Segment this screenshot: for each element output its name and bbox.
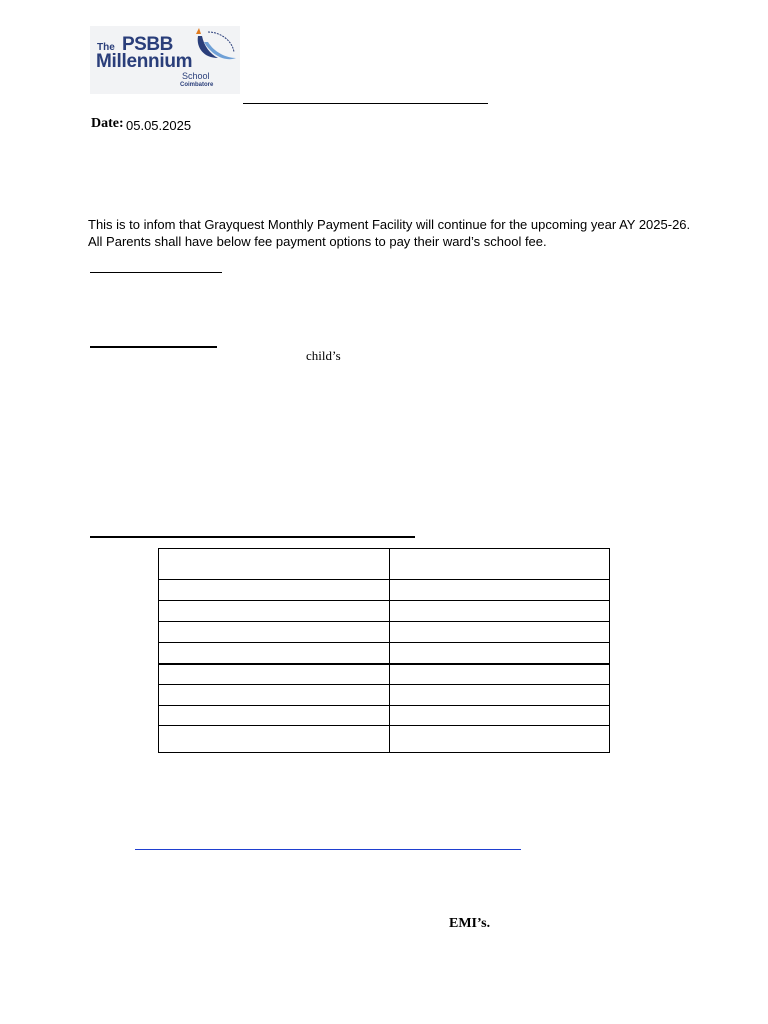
logo-name: Millennium (96, 51, 193, 72)
section-rule-1 (90, 272, 222, 273)
table-row (159, 685, 610, 706)
table-cell (159, 580, 390, 601)
table-cell (159, 685, 390, 706)
logo-the: The (97, 42, 115, 53)
table-cell (159, 549, 390, 580)
logo-city: Coimbatore (180, 82, 214, 88)
intro-line-2: All Parents shall have below fee payment options to pay their ward’s school fee. (88, 234, 547, 249)
table-cell (159, 601, 390, 622)
table-cell (390, 580, 610, 601)
table-cell (390, 643, 610, 664)
fee-options-table (158, 548, 610, 753)
table-cell (390, 726, 610, 753)
table-row (159, 549, 610, 580)
section-rule-2 (90, 346, 217, 348)
payment-link-underline[interactable] (135, 849, 521, 850)
table-cell (390, 664, 610, 685)
section-rule-3 (90, 536, 415, 538)
table-row (159, 664, 610, 685)
table-row (159, 580, 610, 601)
intro-paragraph (88, 216, 728, 250)
table-cell (159, 706, 390, 726)
table-cell (390, 622, 610, 643)
header-rule (243, 103, 488, 104)
table-cell (390, 549, 610, 580)
table-cell (159, 622, 390, 643)
emis-fragment: EMI’s. (449, 916, 491, 931)
logo-sub: School (182, 71, 210, 81)
table-row (159, 726, 610, 753)
date-label: Date: (91, 116, 124, 131)
table-cell (390, 706, 610, 726)
table-cell (159, 726, 390, 753)
torch-swoosh-icon (190, 28, 238, 72)
school-logo (90, 26, 240, 94)
table-cell (159, 643, 390, 664)
table-row (159, 601, 610, 622)
table-row (159, 643, 610, 664)
intro-line-1: This is to infom that Grayquest Monthly Payment Facility will continue for the upcoming year AY 2025-26. (88, 217, 691, 232)
table-cell (390, 601, 610, 622)
logo-brand: PSBB (122, 34, 173, 55)
table-cell (159, 664, 390, 685)
table-cell (390, 685, 610, 706)
table-row (159, 622, 610, 643)
date-value: 05.05.2025 (126, 118, 192, 133)
table-row (159, 706, 610, 726)
childs-fragment: child’s (306, 348, 341, 363)
